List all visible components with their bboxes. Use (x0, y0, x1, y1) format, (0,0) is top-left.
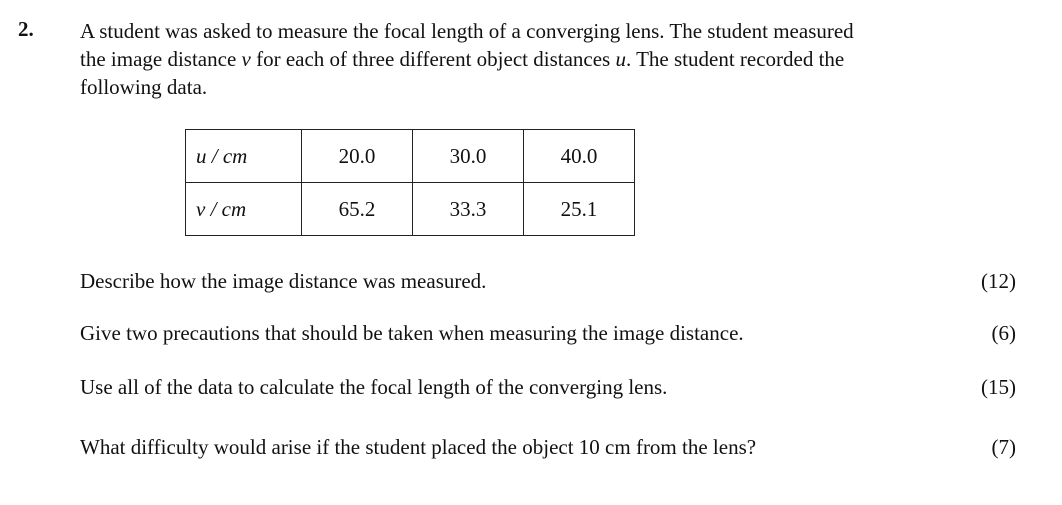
question-number: 2. (18, 17, 34, 41)
row-label-u: u / cm (186, 130, 302, 183)
question-part-4: What difficulty would arise if the student placed the object 10 cm from the lens? (80, 435, 757, 459)
marks-part-4: (7) (991, 435, 1016, 459)
table-cell: 25.1 (524, 183, 635, 236)
question-part-1: Describe how the image distance was measured. (80, 269, 487, 293)
table-row-u (186, 130, 635, 183)
table-cell: 33.3 (413, 183, 524, 236)
intro-line-2: the image distance v for each of three different object distances u. The student recorded the (80, 47, 845, 71)
data-table (185, 129, 635, 236)
intro-line-1: A student was asked to measure the focal length of a converging lens. The student measured (80, 19, 854, 43)
question-part-3: Use all of the data to calculate the focal length of the converging lens. (80, 375, 668, 399)
table-cell: 40.0 (524, 130, 635, 183)
table-cell: 30.0 (413, 130, 524, 183)
marks-part-3: (15) (981, 375, 1016, 399)
intro-line-3: following data. (80, 75, 208, 99)
question-intro (80, 17, 1030, 101)
question-part-2: Give two precautions that should be taken when measuring the image distance. (80, 321, 744, 345)
table-row-v (186, 183, 635, 236)
row-label-v: v / cm (186, 183, 302, 236)
table-cell: 65.2 (302, 183, 413, 236)
marks-part-2: (6) (991, 321, 1016, 345)
table-cell: 20.0 (302, 130, 413, 183)
marks-part-1: (12) (981, 269, 1016, 293)
